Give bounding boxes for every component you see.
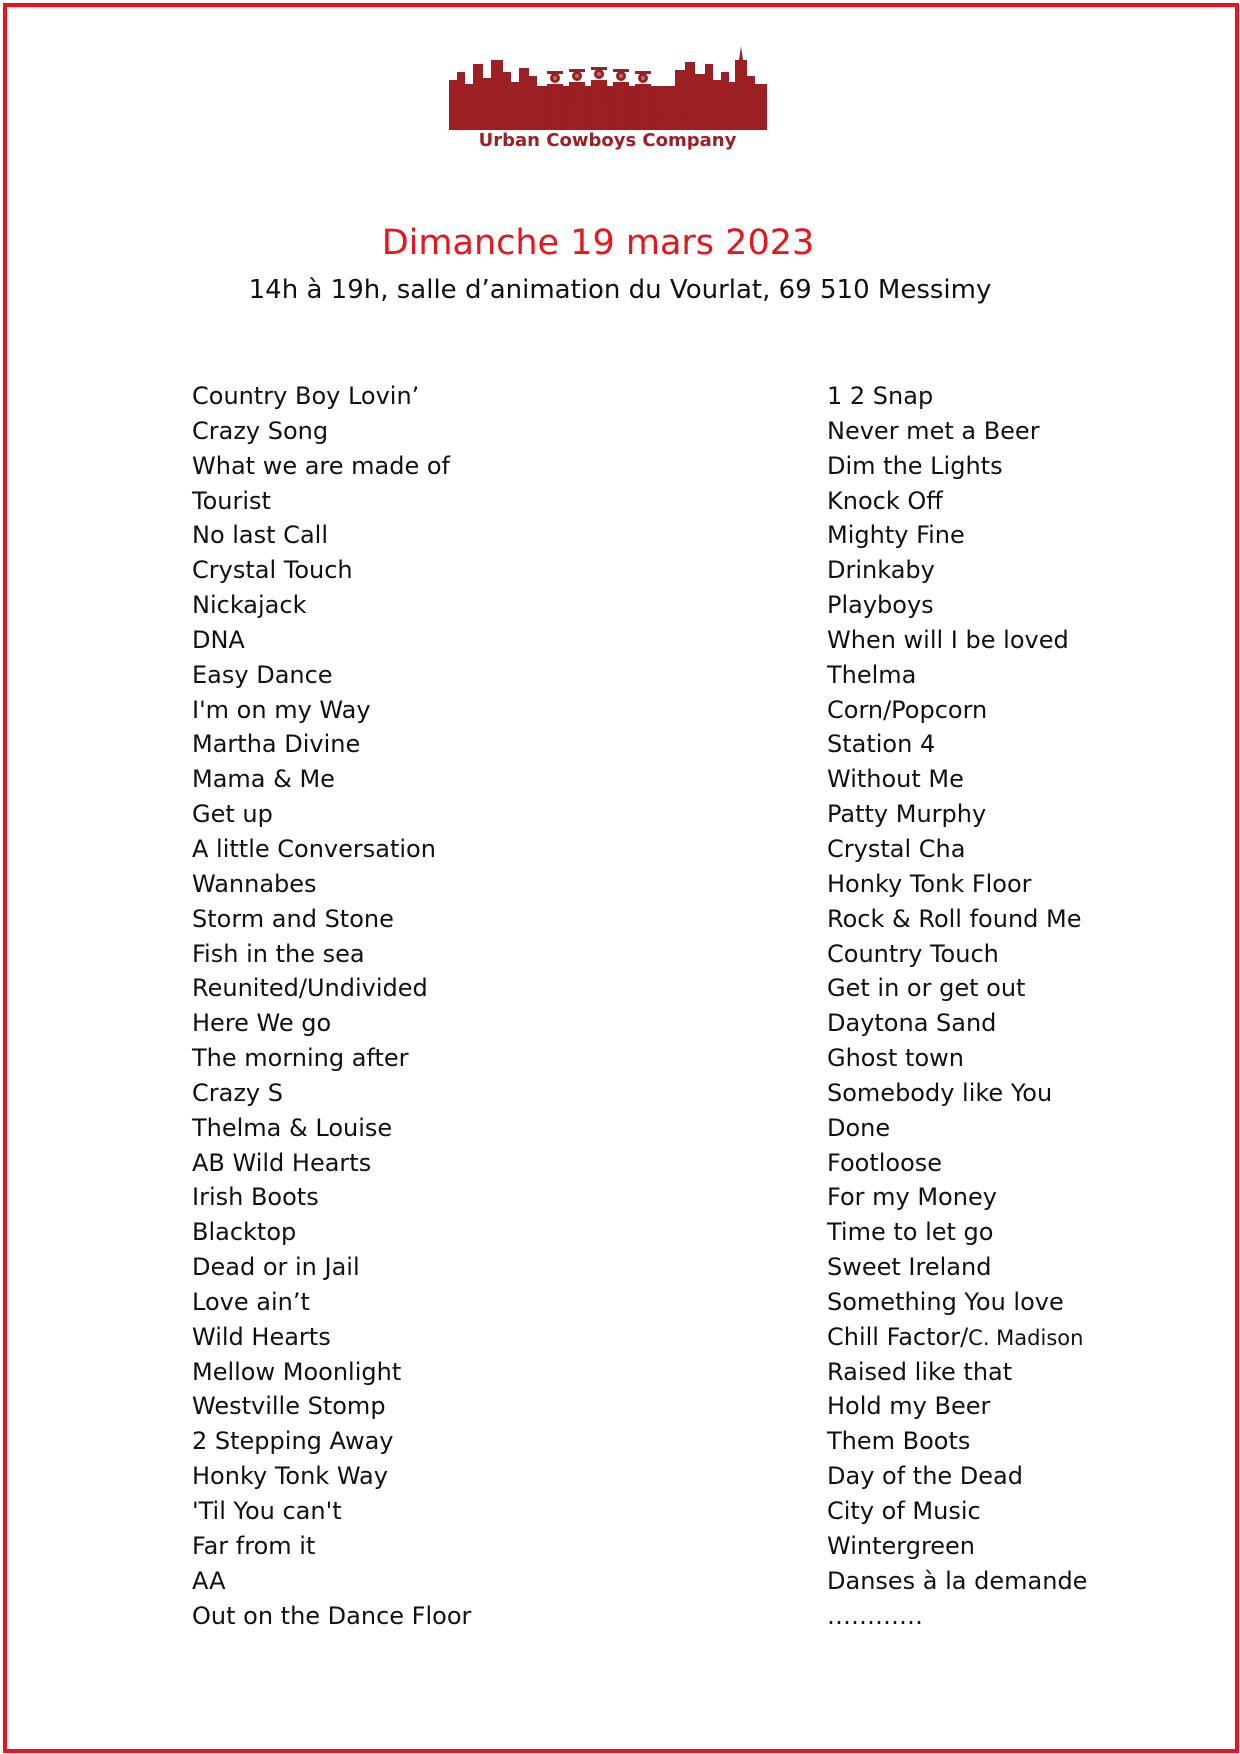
list-item: Daytona Sand — [827, 1009, 997, 1038]
list-item: Somebody like You — [827, 1078, 1053, 1107]
list-item: The morning after — [192, 1044, 409, 1073]
list-item: Corn/Popcorn — [827, 695, 988, 724]
list-item: Out on the Dance Floor — [192, 1601, 472, 1630]
list-item: Mighty Fine — [827, 521, 965, 550]
list-item: Honky Tonk Floor — [827, 869, 1032, 898]
list-item: Tourist — [192, 486, 271, 515]
list-item: DNA — [192, 625, 245, 654]
urban-cowboys-logo — [445, 42, 770, 157]
list-item: Blacktop — [192, 1218, 297, 1247]
list-item: I'm on my Way — [192, 695, 371, 724]
list-item: Storm and Stone — [192, 904, 394, 933]
list-item: Without Me — [827, 765, 964, 794]
event-subtitle: 14h à 19h, salle d’animation du Vourlat, 69 510 Messimy — [248, 275, 992, 305]
list-item: For my Money — [827, 1183, 997, 1212]
list-item: Done — [827, 1113, 891, 1142]
list-item-text: Chill Factor/ — [827, 1322, 969, 1351]
list-item: Thelma — [827, 660, 917, 689]
list-item: Station 4 — [827, 730, 936, 759]
list-item: Ghost town — [827, 1044, 964, 1073]
list-item-suffix: C. Madison — [968, 1325, 1084, 1350]
list-item — [827, 1319, 1087, 1354]
list-item: Wild Hearts — [192, 1322, 331, 1351]
list-item: Nickajack — [192, 591, 307, 620]
list-item: Honky Tonk Way — [192, 1462, 388, 1491]
logo-text: Urban Cowboys Company — [478, 130, 737, 151]
list-item: Crystal Touch — [192, 556, 353, 585]
list-item: Country Touch — [827, 939, 999, 968]
list-item: Dim the Lights — [827, 451, 1003, 480]
list-item: Love ain’t — [192, 1287, 310, 1316]
list-item: Patty Murphy — [827, 800, 987, 829]
list-item: Thelma & Louise — [192, 1113, 393, 1142]
list-item: Them Boots — [827, 1427, 971, 1456]
list-item: Far from it — [192, 1531, 316, 1560]
list-item: Mellow Moonlight — [192, 1357, 402, 1386]
list-item: When will I be loved — [827, 625, 1069, 654]
list-item: Mama & Me — [192, 765, 335, 794]
list-item: AA — [192, 1566, 226, 1595]
list-item: Here We go — [192, 1009, 332, 1038]
list-item: Easy Dance — [192, 660, 333, 689]
list-item: 2 Stepping Away — [192, 1427, 394, 1456]
list-item: No last Call — [192, 521, 328, 550]
list-item: Drinkaby — [827, 556, 935, 585]
list-item: Hold my Beer — [827, 1392, 991, 1421]
list-item: Knock Off — [827, 486, 943, 515]
list-item: Martha Divine — [192, 730, 361, 759]
list-item: A little Conversation — [192, 834, 436, 863]
list-item: City of Music — [827, 1497, 981, 1525]
list-item: What we are made of — [192, 451, 450, 480]
list-item: Danses à la demande — [827, 1566, 1088, 1595]
list-item: 1 2 Snap — [827, 382, 934, 410]
list-item: Dead or in Jail — [192, 1253, 360, 1282]
list-item: Get in or get out — [827, 974, 1026, 1003]
list-item: 'Til You can't — [192, 1497, 342, 1525]
list-item: Crazy Song — [192, 416, 329, 445]
list-item: Day of the Dead — [827, 1462, 1023, 1491]
list-item: Something You love — [827, 1287, 1064, 1316]
list-item: Wannabes — [192, 869, 317, 898]
list-item: Westville Stomp — [192, 1392, 386, 1421]
list-item: Irish Boots — [192, 1183, 319, 1212]
playlist-left-column — [192, 378, 471, 1632]
list-item: Crazy S — [192, 1078, 283, 1107]
list-item: Fish in the sea — [192, 939, 365, 968]
list-item: Time to let go — [827, 1218, 994, 1247]
list-item: Never met a Beer — [827, 416, 1040, 445]
list-item: ………… — [827, 1601, 923, 1630]
city-skyline-icon — [445, 42, 770, 132]
list-item: Get up — [192, 800, 273, 829]
list-item: Sweet Ireland — [827, 1253, 992, 1282]
event-title: Dimanche 19 mars 2023 — [381, 223, 815, 263]
list-item: Country Boy Lovin’ — [192, 382, 420, 410]
list-item: AB Wild Hearts — [192, 1148, 372, 1177]
list-item: Rock & Roll found Me — [827, 904, 1082, 933]
list-item: Crystal Cha — [827, 834, 966, 863]
playlist-right-column — [827, 378, 1087, 1632]
list-item: Reunited/Undivided — [192, 974, 428, 1003]
list-item: Raised like that — [827, 1357, 1013, 1386]
list-item: Wintergreen — [827, 1531, 976, 1560]
list-item: Playboys — [827, 591, 934, 620]
list-item: Footloose — [827, 1148, 943, 1177]
